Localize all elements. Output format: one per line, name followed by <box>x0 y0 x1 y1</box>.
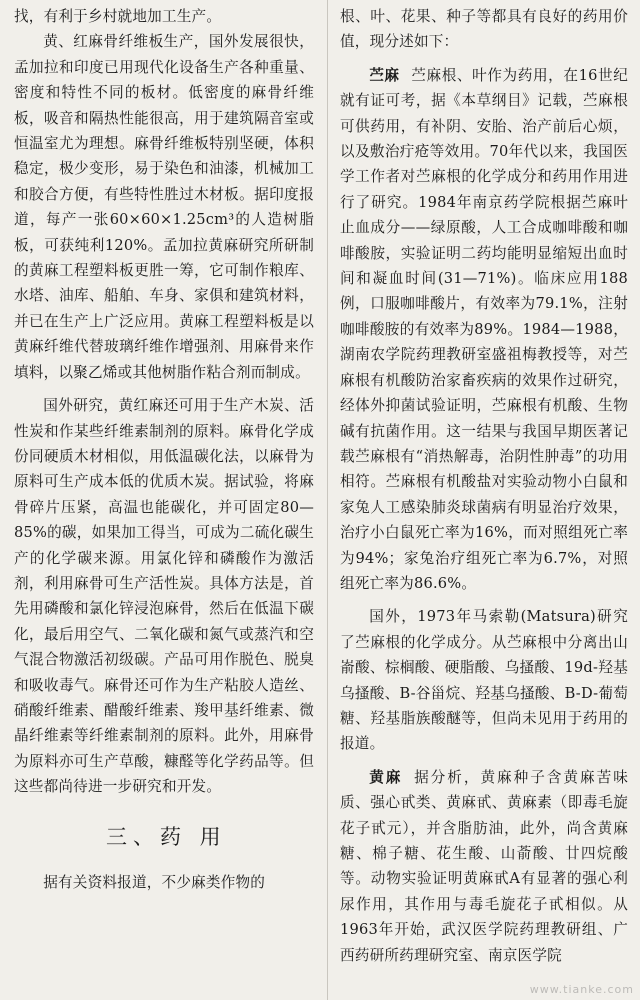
paragraph-ramie <box>340 63 628 597</box>
paragraph-1: 找，有利于乡村就地加工生产。 <box>14 8 222 25</box>
paragraph-fiberboard: 黄、红麻骨纤维板生产，国外发展很快，孟加拉和印度已用现代化设备生产各种重量、密度和特性不同的板材。低密度的麻骨纤维板，吸音和隔热性能很高，用于建筑隔音室或恒温室尤为理想。麻骨纤维板特别坚硬，体积稳定，极少变形，易于染色和油漆，机械加工和胶合方便，有些特性胜过木材板。据印度报道，每产一张60×60×1.25cm³的人造树脂板，可获纯利120%。孟加拉黄麻研究所研制的黄麻工程塑料板更胜一筹，它可制作粮库、水塔、油库、船舶、车身、家俱和建筑材料，并已在生产上广泛应用。黄麻工程塑料板是以黄麻纤维代替玻璃纤维作增强剂、用麻骨来作填料，以聚乙烯或其他树脂作粘合剂而制成。 <box>14 33 314 381</box>
paragraph-jute <box>340 765 628 968</box>
ramie-text: 苎麻根、叶作为药用，在16世纪就有证可考，据《本草纲目》记载，苎麻根可供药用，有补阴、安胎、治产前后心烦，以及敷治疔疮等效用。70年代以来，我国医学工作者对苎麻根的化学成分和药用作用进行了研究。1984年南京药学院根据苎麻叶止血成分——绿原酸，人工合成咖啡酸和咖啡酸胺，实验证明二药均能明显缩短出血时间和凝血时间(31—71%)。临床应用188例，口服咖啡酸片，有效率为79.1%，注射咖啡酸胺的有效率为89%。1984—1988，湖南农学院药理教研室盛祖梅教授等，对苎麻根有机酸防治家畜疾病的效果作过研究，经体外抑菌试验证明，苎麻根有机酸、生物碱有抗菌作用。这一结果与我国早期医著记载苎麻根有“消热解毒，治阴性肿毒”的功用相符。苎麻根有机酸盐对实验动物小白鼠和家兔人工感染肺炎球菌病有明显治疗效果，治疗小白鼠死亡率为16%，而对照组死亡率为94%；家兔治疗组死亡率为6.7%，对照组死亡率为86.6%。 <box>340 66 628 592</box>
right-column <box>340 4 628 968</box>
paragraph-charcoal: 国外研究，黄红麻还可用于生产木炭、活性炭和作某些纤维素制剂的原料。麻骨化学成份同硬质木材相似，用低温碳化法，以麻骨为原料可生产成本低的优质木炭。据试验，将麻骨碎片压紧，高温也能碳化，并可固定80—85%的碳，如果加工得当，可成为二硫化碳生产的化学碳来源。用氯化锌和磷酸作为激活剂，利用麻骨可生产活性炭。具体方法是，首先用磷酸和氯化锌浸泡麻骨，然后在低温下碳化，最后用空气、二氧化碳和氮气或蒸汽和空气混合物激活初级碳。产品可用作脱色、脱臭和吸收毒气。麻骨还可作为生产粘胶人造丝、硝酸纤维素、醋酸纤维素、羧甲基纤维素、微晶纤维素等纤维素制剂的原料。此外，用麻骨为原料亦可生产草酸，糠醛等化学药品等。但这些都尚待进一步研究和开发。 <box>14 397 314 796</box>
jute-heading: 黄麻 <box>369 768 403 786</box>
ramie-heading: 苎麻 <box>369 66 400 84</box>
watermark: www.tianke.com <box>529 983 634 996</box>
paragraph-foreign-research: 国外，1973年马索勒(Matsura)研究了苎麻根的化学成分。从苎麻根中分离出山嵛酸、棕榈酸、硬脂酸、乌搔酸、19d-羟基乌搔酸、B-谷甾烷、羟基乌搔酸、B-D-葡萄糖、羟基脂族酸醚等，但尚未见用于药用的报道。 <box>340 608 628 753</box>
section-heading-medicinal: 三、药 用 <box>106 824 227 849</box>
left-column <box>14 4 314 895</box>
paragraph-continued: 根、叶、花果、种子等都具有良好的药用价值，现分述如下： <box>340 8 628 51</box>
jute-text: 据分析，黄麻种子含黄麻苦味质、强心甙类、黄麻甙、黄麻素（即毒毛旋花子甙元），并含脂肪油，此外，尚含黄麻糖、棉子糖、花生酸、山萮酸、廿四烷酸等。动物实验证明黄麻甙A有显著的强心利尿作用，其作用与毒毛旋花子甙相似。从1963年开始，武汉医学院药理教研组、广西药研所药理研究室、南京医学院 <box>340 768 628 964</box>
paragraph-medicinal-intro: 据有关资料报道，不少麻类作物的 <box>43 873 266 891</box>
column-divider <box>327 0 328 1000</box>
